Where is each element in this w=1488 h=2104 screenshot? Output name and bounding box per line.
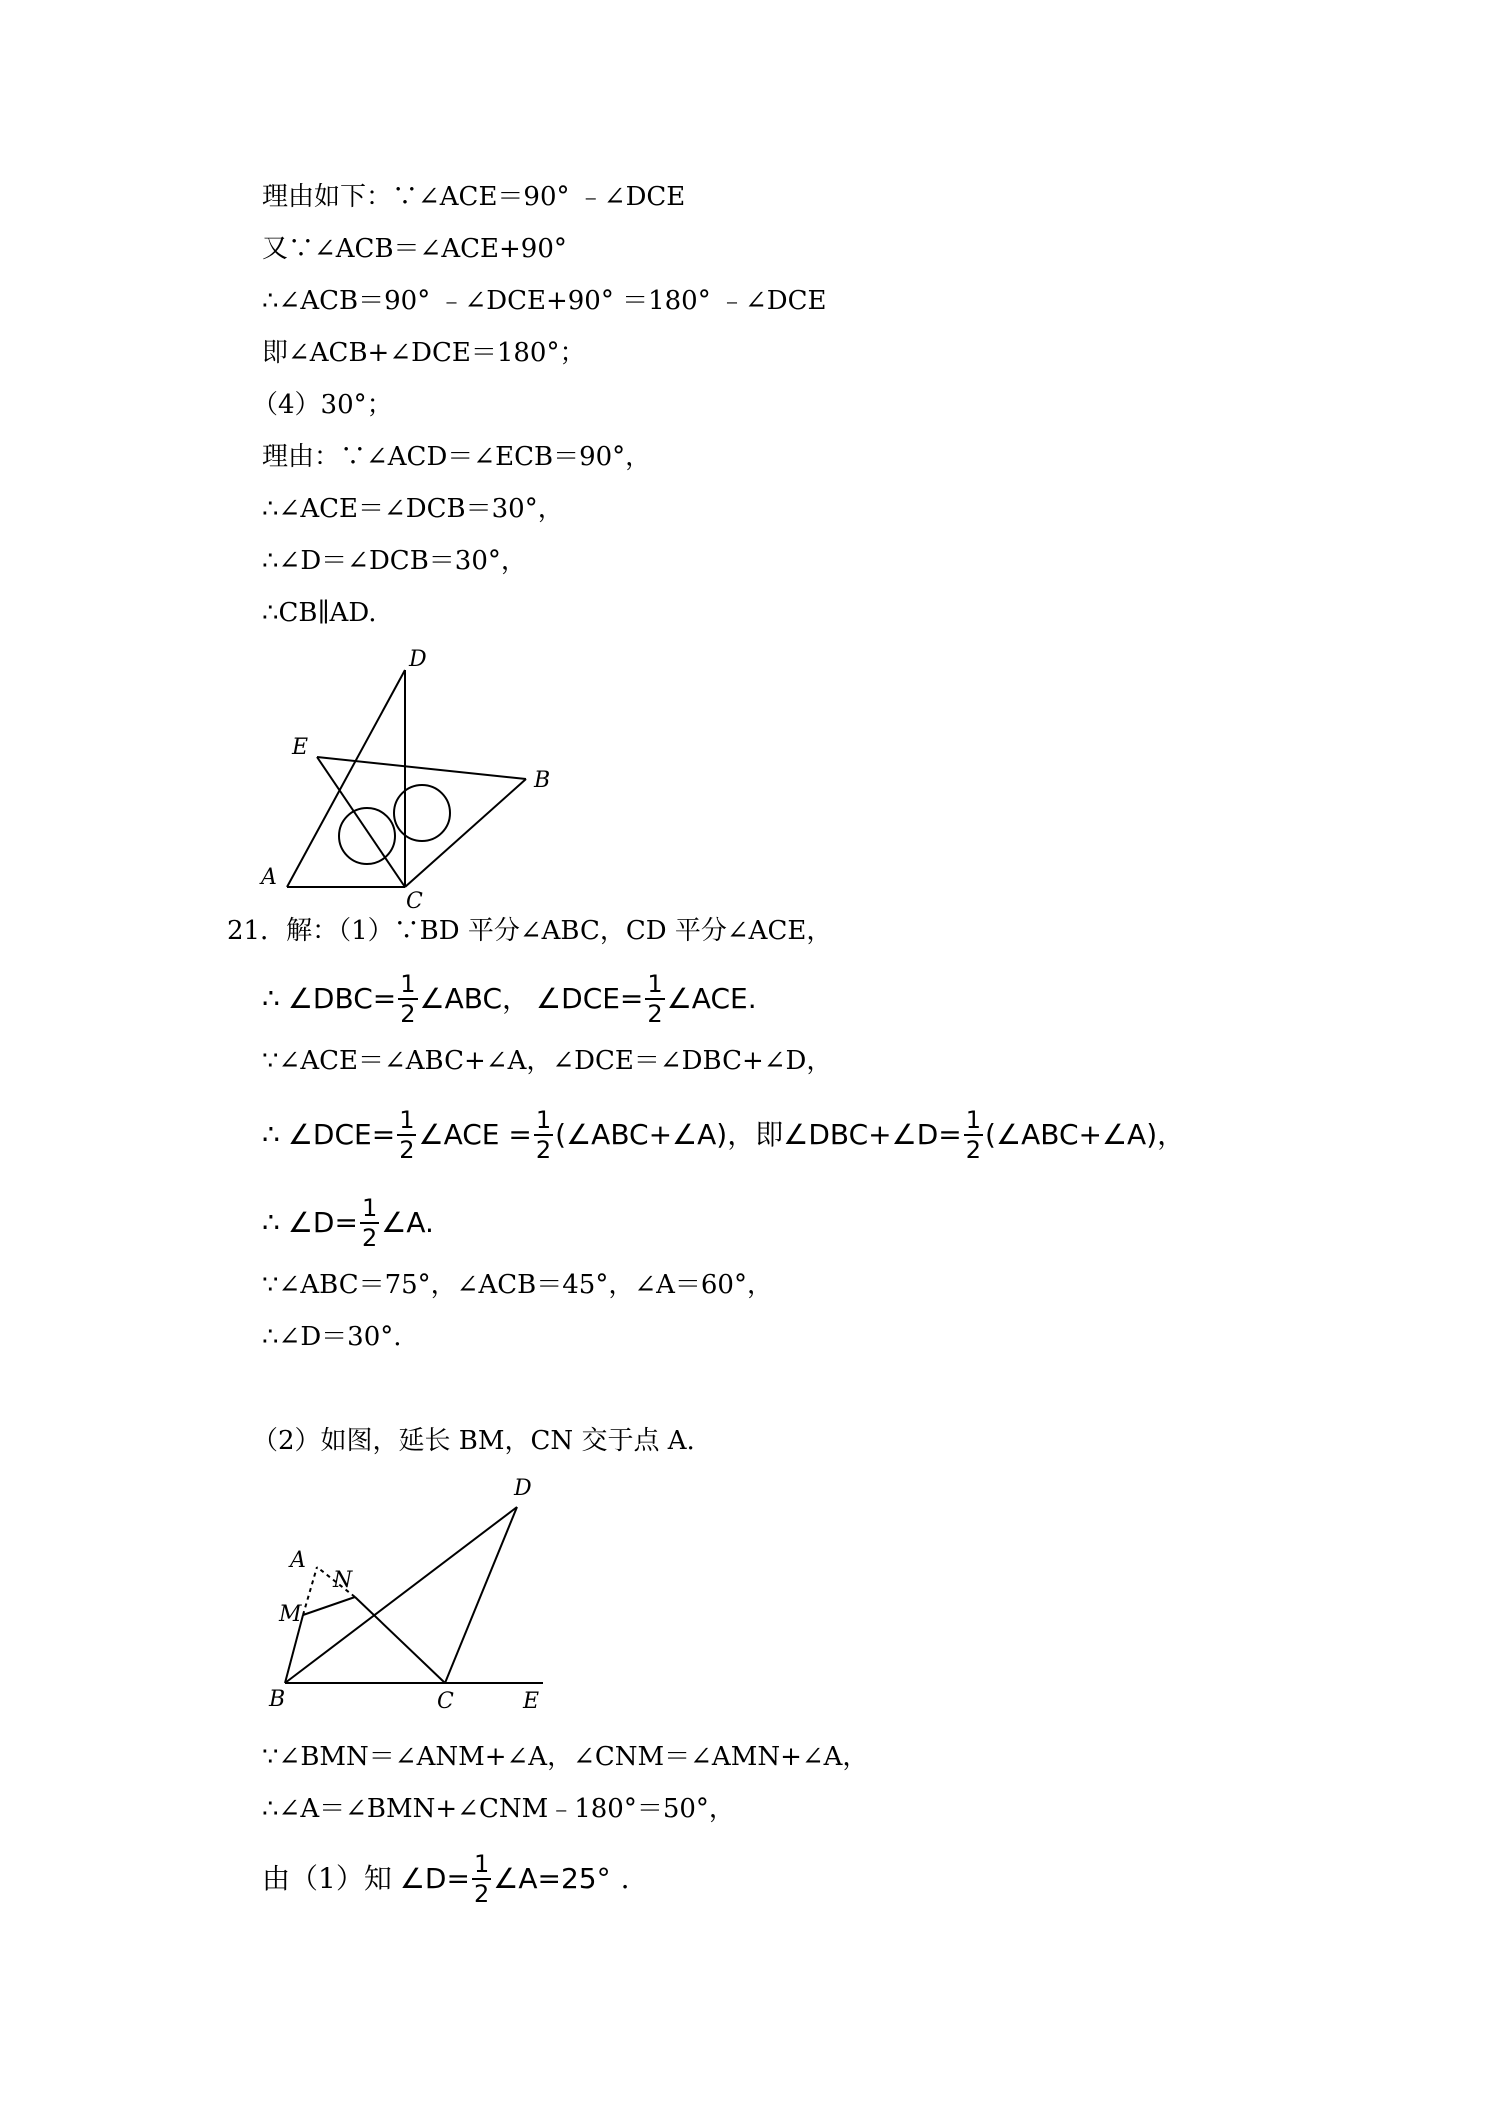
text-line: 又∵∠ACB＝∠ACE+90°: [262, 234, 567, 264]
text-line: （2）如图，延长 BM，CN 交于点 A.: [252, 1426, 695, 1456]
text-line: ∴∠ACE＝∠DCB＝30°，: [262, 494, 564, 524]
therefore-symbol: ∴: [262, 1206, 280, 1239]
segment-mn: [303, 1597, 355, 1615]
denominator: 2: [400, 1000, 416, 1028]
formula-text: (∠ABC+∠A)，: [985, 1118, 1186, 1151]
formula-text: ∠ABC，: [419, 982, 531, 1015]
numerator: 1: [400, 970, 416, 998]
denominator: 2: [535, 1136, 552, 1164]
fraction-half: [964, 1108, 983, 1162]
fraction-half: [360, 1196, 379, 1250]
therefore-symbol: ∴: [262, 982, 280, 1015]
text-line: 即∠ACB+∠DCE＝180°；: [262, 338, 586, 368]
formula-text: ∠DCE=: [287, 1118, 396, 1151]
circle-right: [394, 785, 450, 841]
question-21-heading: 21．解：（1）∵BD 平分∠ABC，CD 平分∠ACE，: [227, 916, 833, 946]
text-line: ∴∠D＝∠DCB＝30°，: [262, 546, 527, 576]
fraction-half: [398, 972, 417, 1026]
text-line: ∵∠BMN＝∠ANM+∠A，∠CNM＝∠AMN+∠A，: [262, 1742, 869, 1772]
formula-line: [262, 1852, 630, 1906]
extension-ma: [303, 1567, 317, 1615]
label-d: D: [514, 1476, 532, 1501]
segment-bc: [405, 779, 526, 887]
formula-text: ∠DBC+∠D=: [783, 1118, 962, 1151]
formula-text: ∠D=: [399, 1862, 470, 1895]
circle-left: [339, 808, 395, 864]
label-n: N: [333, 1568, 353, 1593]
geometry-figure-1: [255, 640, 575, 910]
text-line: ∵∠ACE＝∠ABC+∠A，∠DCE＝∠DBC+∠D，: [262, 1046, 833, 1076]
formula-text: ∠DCE=: [536, 982, 644, 1015]
label-b: B: [269, 1687, 286, 1712]
formula-text: ∠ACE.: [666, 982, 757, 1015]
label-e: E: [523, 1689, 540, 1714]
text-line: 理由如下：∵∠ACE＝90° ﹣∠DCE: [262, 182, 686, 212]
formula-text: ∠D=: [287, 1206, 358, 1239]
formula-text: ∠A.: [381, 1206, 434, 1239]
label-a: A: [290, 1548, 306, 1573]
numerator: 1: [965, 1106, 982, 1134]
denominator: 2: [473, 1880, 490, 1908]
label-e: E: [292, 735, 309, 760]
formula-text: .: [620, 1862, 630, 1895]
text-line: ∵∠ABC＝75°，∠ACB＝45°，∠A＝60°，: [262, 1270, 773, 1300]
numerator: 1: [535, 1106, 552, 1134]
label-d: D: [409, 647, 427, 672]
formula-text: ∠ACE =: [418, 1118, 532, 1151]
therefore-symbol: ∴: [262, 1118, 280, 1151]
text-line: 理由：∵∠ACD＝∠ECB＝90°，: [262, 442, 652, 472]
label-c: C: [406, 889, 423, 910]
formula-text: 由（1）知: [262, 1862, 392, 1895]
numerator: 1: [399, 1106, 415, 1134]
segment-nc: [355, 1597, 445, 1683]
formula-line: [262, 1196, 434, 1250]
fraction-half: [472, 1852, 491, 1906]
denominator: 2: [399, 1136, 415, 1164]
denominator: 2: [647, 1000, 663, 1028]
formula-text: ，即: [727, 1118, 784, 1151]
numerator: 1: [473, 1850, 490, 1878]
formula-line: [262, 972, 757, 1026]
formula-text: (∠ABC+∠A): [555, 1118, 728, 1151]
text-line: （4）30°；: [252, 390, 393, 420]
denominator: 2: [361, 1224, 378, 1252]
label-b: B: [534, 768, 551, 793]
formula-line: [262, 1108, 1185, 1162]
label-c: C: [437, 1689, 454, 1714]
formula-text: ∠DBC=: [287, 982, 397, 1015]
text-line: ∴∠ACB＝90° ﹣∠DCE+90° ＝180° ﹣∠DCE: [262, 286, 827, 316]
text-line: ∴CB∥AD.: [262, 598, 377, 628]
formula-text: ∠A=25°: [493, 1862, 611, 1895]
text-line: ∴∠D＝30°.: [262, 1322, 402, 1352]
label-m: M: [279, 1602, 302, 1627]
numerator: 1: [361, 1194, 378, 1222]
fraction-half: [645, 972, 664, 1026]
segment-bd: [285, 1507, 517, 1683]
fraction-half: [397, 1108, 416, 1162]
label-a: A: [261, 865, 277, 890]
fraction-half: [534, 1108, 553, 1162]
text-line: ∴∠A＝∠BMN+∠CNM﹣180°＝50°，: [262, 1794, 735, 1824]
geometry-figure-2: [255, 1465, 555, 1715]
numerator: 1: [647, 970, 663, 998]
denominator: 2: [965, 1136, 982, 1164]
